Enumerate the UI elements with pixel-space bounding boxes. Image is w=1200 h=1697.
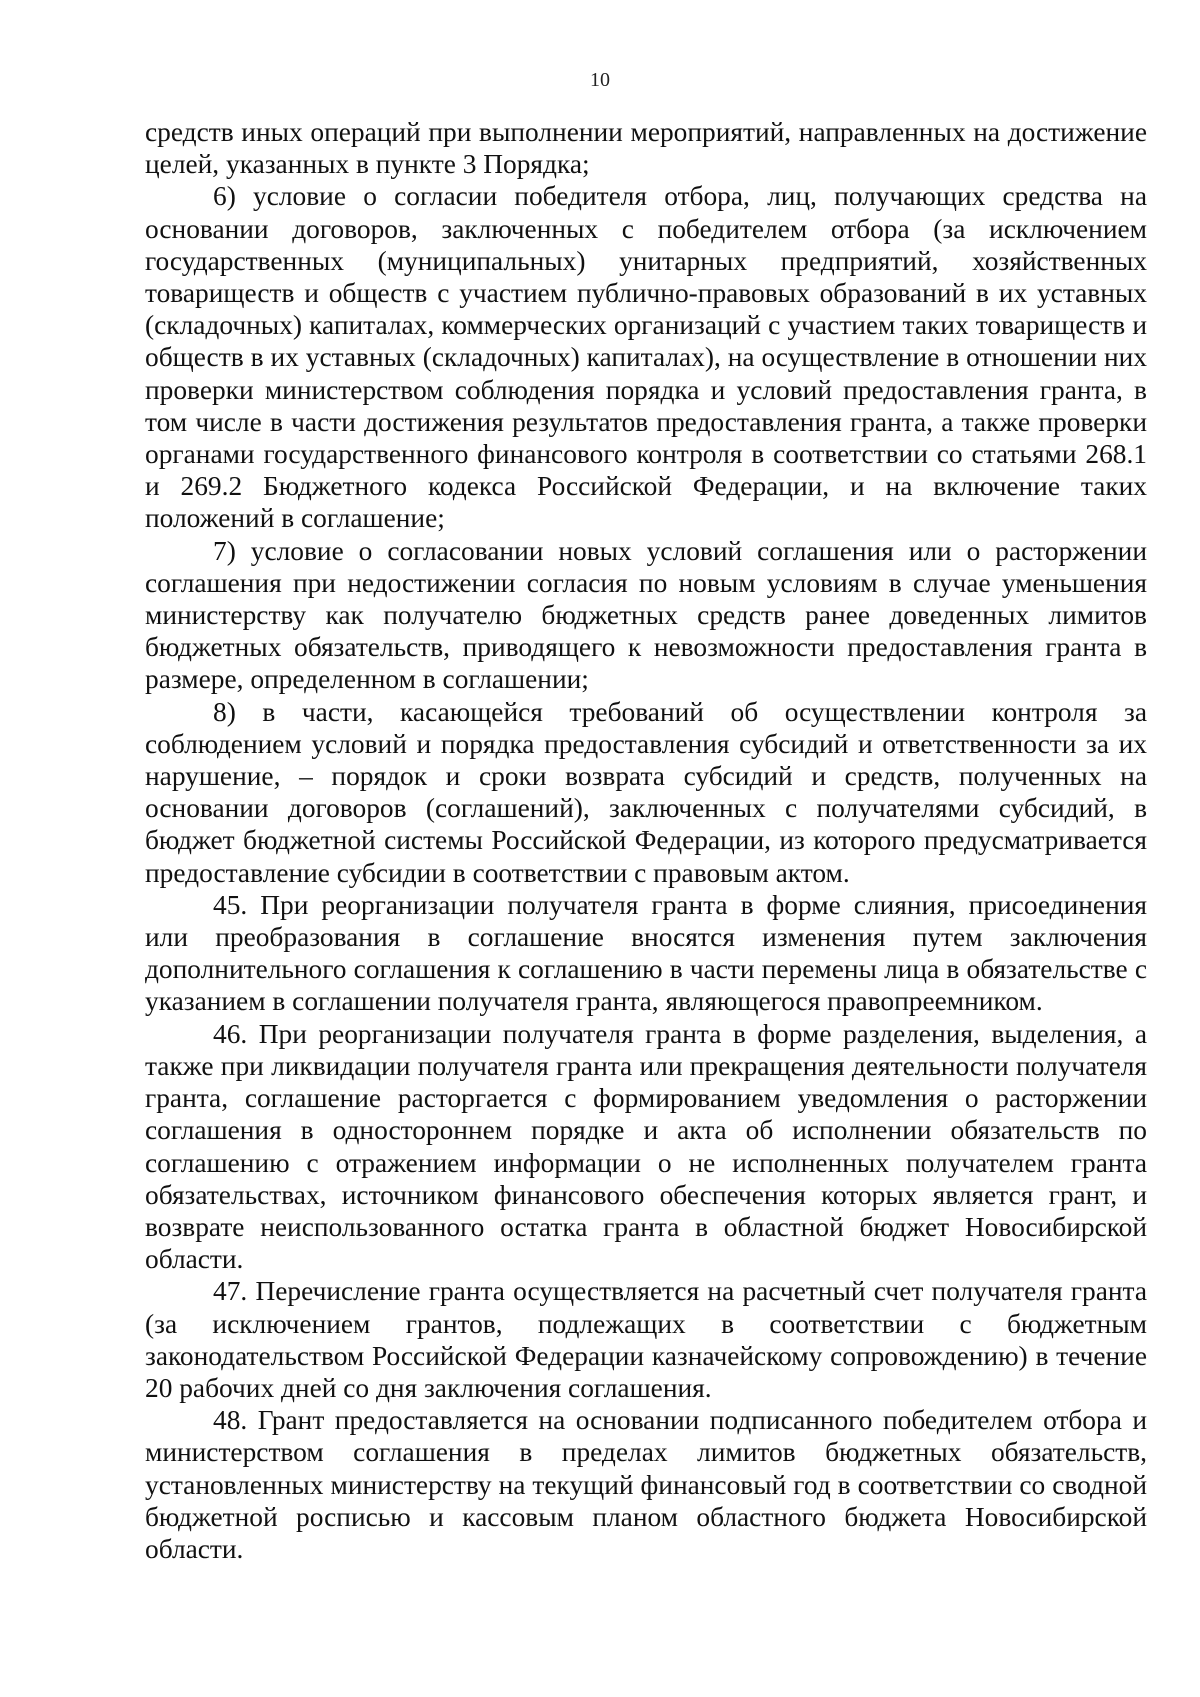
document-body xyxy=(145,116,1147,1565)
paragraph-clause-48: 48. Грант предоставляется на основании подписанного победителем отбора и министерством соглашения в пределах лимитов бюджетных обязательств, установленных министерству на текущий финансовый год в соответствии со сводной бюджетной росписью и кассовым планом областного бюджета Новосибирской области. xyxy=(145,1405,1147,1564)
page-number: 10 xyxy=(590,69,610,91)
paragraph-clause-47: 47. Перечисление гранта осуществляется на расчетный счет получателя гранта (за исключением грантов, подлежащих в соответствии с бюджетным законодательством Российской Федерации казначейскому сопровождению) в течение 20 рабочих дней со дня заключения соглашения. xyxy=(145,1276,1147,1403)
paragraph-item-6: 6) условие о согласии победителя отбора, лиц, получающих средства на основании договоров, заключенных с победителем отбора (за исключением государственных (муниципальных) унитарных предприятий, хозяйственных товариществ и обществ с участием публично-правовых образований в их уставных (складочных) капиталах, коммерческих организаций с участием таких товариществ и обществ в их уставных (складочных) капиталах), на осуществление в отношении них проверки министерством соблюдения порядка и условий предоставления гранта, в том числе в части достижения результатов предоставления гранта, а также проверки органами государственного финансового контроля в соответствии со статьями 268.1 и 269.2 Бюджетного кодекса Российской Федерации, и на включение таких положений в соглашение; xyxy=(145,181,1147,534)
paragraph-item-8: 8) в части, касающейся требований об осуществлении контроля за соблюдением условий и порядка предоставления субсидий и ответственности за их нарушение, – порядок и сроки возврата субсидий и средств, полученных на основании договоров (соглашений), заключенных с получателями субсидий, в бюджет бюджетной системы Российской Федерации, из которого предусматривается предоставление субсидии в соответствии с правовым актом. xyxy=(145,696,1147,888)
paragraph-item-7: 7) условие о согласовании новых условий соглашения или о расторжении соглашения при недостижении согласия по новым условиям в случае уменьшения министерству как получателю бюджетных средств ранее доведенных лимитов бюджетных обязательств, приводящего к невозможности предоставления гранта в размере, определенном в соглашении; xyxy=(145,535,1147,695)
paragraph-clause-45: 45. При реорганизации получателя гранта в форме слияния, присоединения или преобразования в соглашение вносятся изменения путем заключения дополнительного соглашения к соглашению в части перемены лица в обязательстве с указанием в соглашении получателя гранта, являющегося правопреемником. xyxy=(145,889,1147,1017)
paragraph-continuation: средств иных операций при выполнении мероприятий, направленных на достижение целей, указанных в пункте 3 Порядка; xyxy=(145,117,1147,180)
paragraph-clause-46: 46. При реорганизации получателя гранта в форме разделения, выделения, а также при ликвидации получателя гранта или прекращения деятельности получателя гранта, соглашение расторгается с формированием уведомления о расторжении соглашения в одностороннем порядке и акта об исполнении обязательств по соглашению с отражением информации о не исполненных получателем гранта обязательствах, источником финансового обеспечения которых является грант, и возврате неиспользованного остатка гранта в областной бюджет Новосибирской области. xyxy=(145,1018,1147,1275)
